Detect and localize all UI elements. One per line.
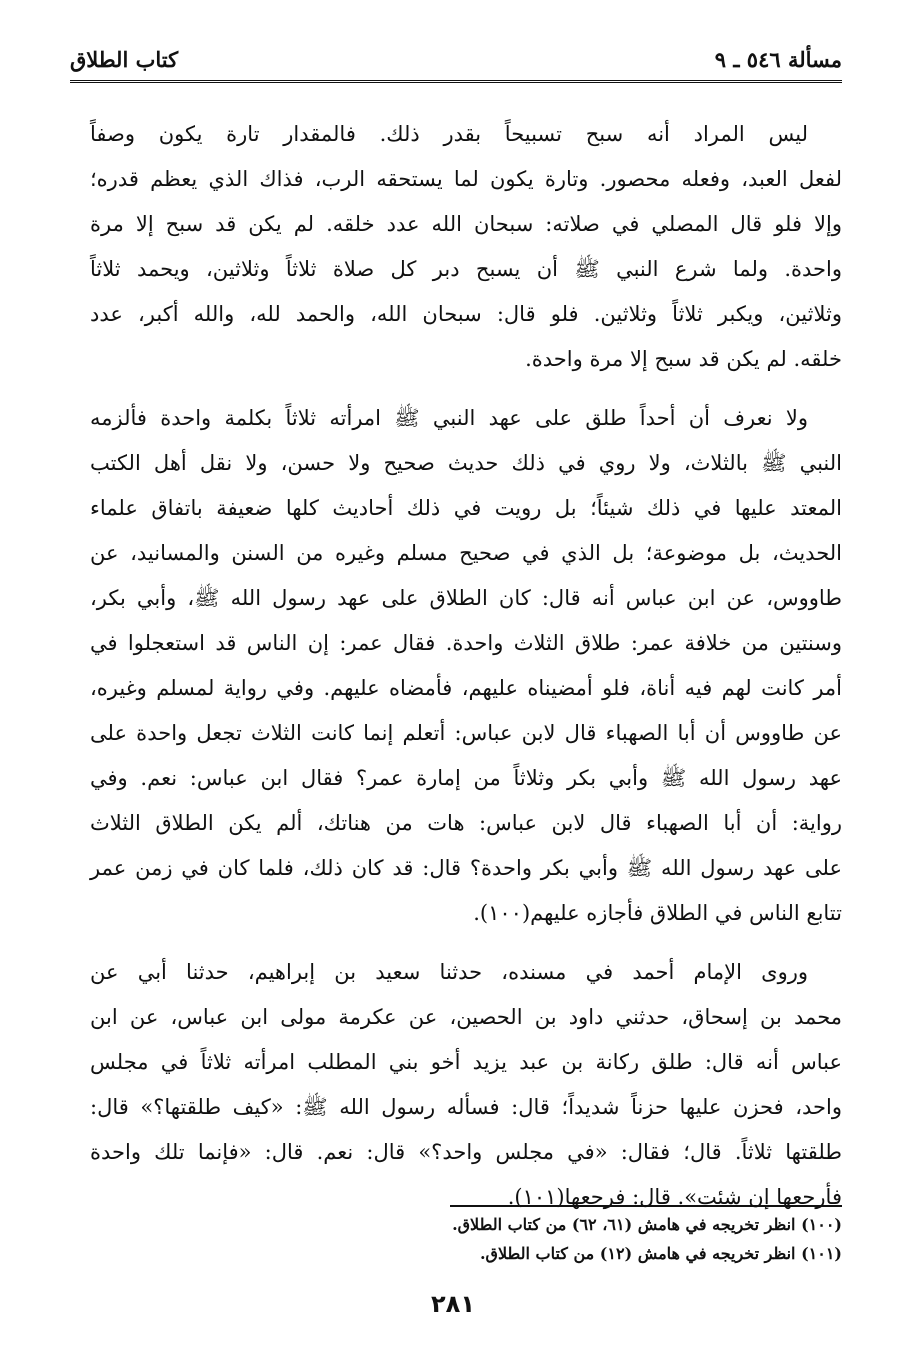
text-line: النبي ﷺ بالثلاث، ولا روي في ذلك حديث صحيح ولا حسن، ولا نقل أهل الكتب [90, 451, 842, 475]
text-line: وسنتين من خلافة عمر: طلاق الثلاث واحدة. فقال عمر: إن الناس قد استعجلوا في [90, 631, 843, 655]
text-line: المعتد عليها في ذلك شيئاً؛ بل رويت في ذلك أحاديث كلها ضعيفة باتفاق علماء [90, 496, 842, 520]
text-line: رواية: أن أبا الصهباء قال لابن عباس: هات من هناتك، ألم يكن الطلاق الثلاث [90, 811, 843, 835]
text-line: على عهد رسول الله ﷺ وأبي بكر واحدة؟ قال: قد كان ذلك، فلما كان في زمن عمر [90, 856, 842, 880]
text-line: وروى الإمام أحمد في مسنده، حدثنا سعيد بن إبراهيم، حدثنا أبي عن [90, 960, 808, 984]
text-line: فأرجعها إن شئت». قال: فرجعها(١٠١). [507, 1185, 842, 1209]
text-line: عباس أنه قال: طلق ركانة بن عبد يزيد أخو بني المطلب امرأته ثلاثاً في مجلس [90, 1050, 842, 1074]
chapter-title: كتاب الطلاق [70, 46, 179, 72]
text-line: عن طاووس أن أبا الصهباء قال لابن عباس: أتعلم إنما كانت الثلاث تجعل واحدة على [90, 721, 842, 745]
footnote: (١٠١) انظر تخريجه في هامش (١٢) من كتاب الطلاق. [479, 1244, 842, 1263]
text-line: خلقه. لم يكن قد سبح إلا مرة واحدة. [525, 347, 842, 371]
issue-label: مسألة ٥٤٦ ـ ٩ [714, 46, 842, 72]
footnotes [90, 1210, 842, 1268]
text-line: لفعل العبد، وفعله محصور. وتارة يكون لما يستحقه الرب، فذاك الذي يعظم قدره؛ [90, 167, 842, 191]
paragraph [90, 396, 842, 936]
text-line: عهد رسول الله ﷺ وأبي بكر وثلاثاً من إمارة عمر؟ فقال ابن عباس: نعم. وفي [90, 766, 842, 790]
text-line: محمد بن إسحاق، حدثني داود بن الحصين، عن عكرمة مولى ابن عباس، عن ابن [90, 1005, 842, 1029]
page-number: ٢٨١ [431, 1290, 475, 1318]
footnote-divider [450, 1205, 842, 1207]
footnote: (١٠٠) انظر تخريجه في هامش (٦١، ٦٢) من كتاب الطلاق. [452, 1215, 842, 1234]
main-text [90, 112, 842, 1220]
text-line: واحدة. ولما شرع النبي ﷺ أن يسبح دبر كل صلاة ثلاثاً وثلاثين، ويحمد ثلاثاً [90, 257, 842, 281]
text-line: الحديث، بل موضوعة؛ بل الذي في صحيح مسلم وغيره من السنن والمسانيد، عن [90, 541, 842, 565]
running-header [70, 38, 842, 83]
text-line: أمر كانت لهم فيه أناة، فلو أمضيناه عليهم، فأمضاه عليهم. وفي رواية لمسلم وغيره، [90, 676, 842, 700]
text-line: تتابع الناس في الطلاق فأجازه عليهم(١٠٠). [473, 901, 842, 925]
paragraph [90, 950, 842, 1220]
text-line: واحد، فحزن عليها حزناً شديداً؛ قال: فسأله رسول الله ﷺ: «كيف طلقتها؟» قال: [90, 1095, 842, 1119]
paragraph [90, 112, 842, 382]
text-line: طلقتها ثلاثاً. قال؛ فقال: «في مجلس واحد؟» قال: نعم. قال: «فإنما تلك واحدة [90, 1140, 842, 1164]
text-line: طاووس، عن ابن عباس أنه قال: كان الطلاق على عهد رسول الله ﷺ، وأبي بكر، [90, 586, 842, 610]
text-line: وثلاثين، ويكبر ثلاثاً وثلاثين. فلو قال: سبحان الله، والحمد لله، والله أكبر، عدد [90, 302, 842, 326]
text-line: ليس المراد أنه سبح تسبيحاً بقدر ذلك. فالمقدار تارة يكون وصفاً [90, 122, 808, 146]
text-line: ولا نعرف أن أحداً طلق على عهد النبي ﷺ امرأته ثلاثاً بكلمة واحدة فألزمه [90, 406, 808, 430]
text-line: وإلا فلو قال المصلي في صلاته: سبحان الله عدد خلقه. لم يكن قد سبح إلا مرة [90, 212, 842, 236]
